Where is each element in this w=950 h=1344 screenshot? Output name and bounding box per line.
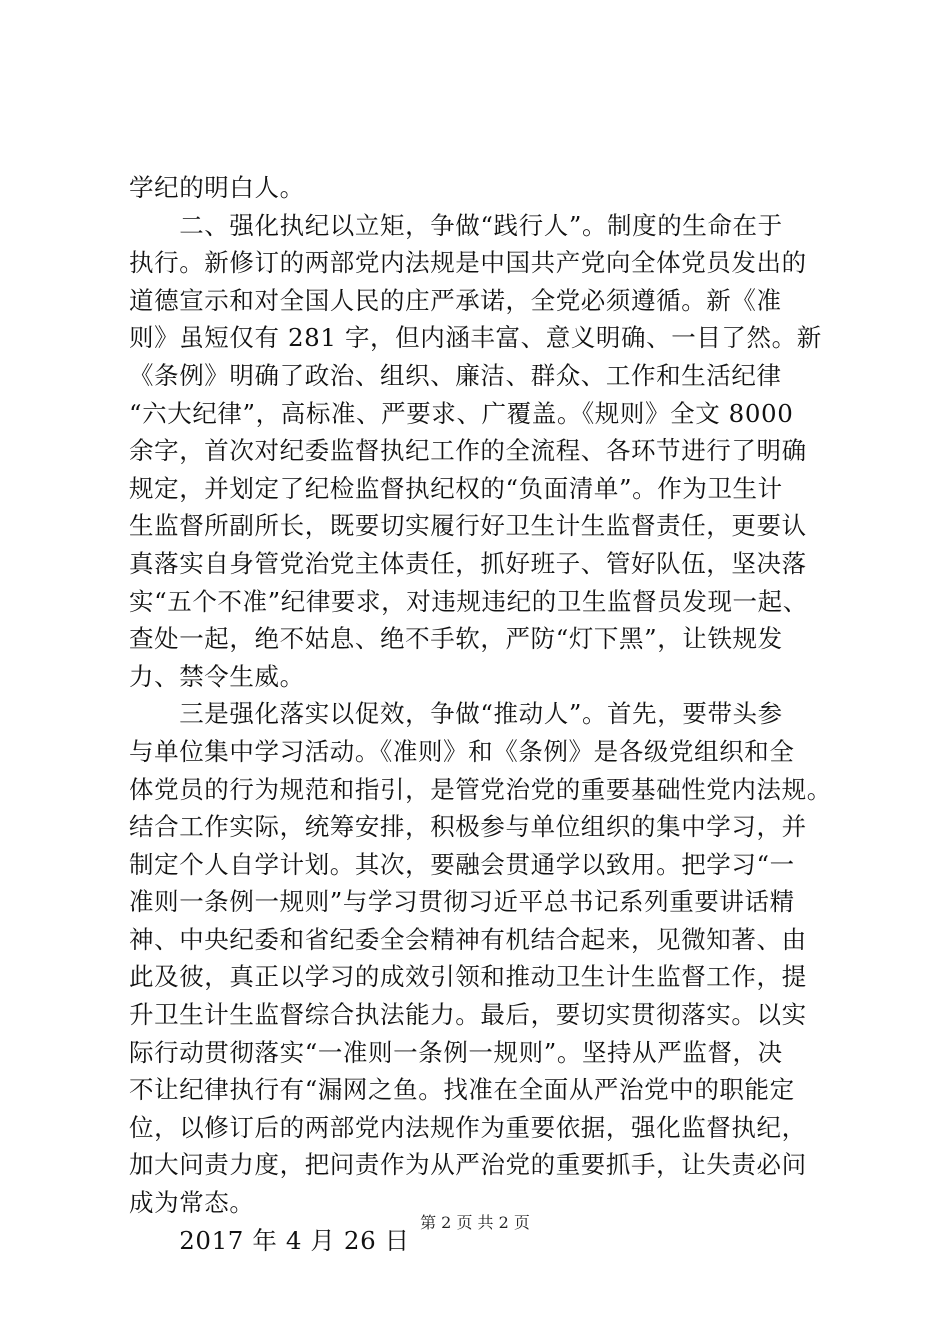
text-line-10: 生监督所副所长，既要切实履行好卫生计生监督责任，更要认	[129, 511, 807, 541]
text-line-23: 升卫生计生监督综合执法能力。最后，要切实贯彻落实。以实	[129, 1000, 807, 1030]
text-line-11: 真落实自身管党治党主体责任，抓好班子、管好队伍，坚决落	[129, 548, 807, 578]
text-line-12: 实“五个不准”纪律要求，对违规违纪的卫生监督员发现一起、	[129, 586, 808, 616]
text-line-28: 成为常态。	[129, 1188, 255, 1218]
date-line: 2017 年 4 月 26 日	[129, 1225, 410, 1255]
text-line-5: 则》虽短仅有 281 字，但内涵丰富、意义明确、一目了然。新	[129, 323, 822, 353]
text-line-2: 二、强化执纪以立矩，争做“践行人”。制度的生命在于	[129, 210, 783, 240]
text-line-4: 道德宣示和对全国人民的庄严承诺，全党必须遵循。新《准	[129, 285, 782, 315]
text-line-22: 此及彼，真正以学习的成效引领和推动卫生计生监督工作，提	[129, 962, 807, 992]
document-body	[129, 169, 854, 1259]
text-line-21: 神、中央纪委和省纪委全会精神有机结合起来，见微知著、由	[129, 924, 807, 954]
text-line-7: “六大纪律”，高标准、严要求、广覆盖。《规则》全文 8000	[129, 398, 794, 428]
text-line-15: 三是强化落实以促效，争做“推动人”。首先，要带头参	[129, 699, 783, 729]
text-line-24: 际行动贯彻落实“一准则一条例一规则”。坚持从严监督，决	[129, 1037, 783, 1067]
text-line-25: 不让纪律执行有“漏网之鱼。找准在全面从严治党中的职能定	[129, 1075, 795, 1105]
text-line-13: 查处一起，绝不姑息、绝不手软，严防“灯下黑”，让铁规发	[129, 624, 783, 654]
text-line-19: 制定个人自学计划。其次，要融会贯通学以致用。把学习“一	[129, 849, 795, 879]
text-line-26: 位，以修订后的两部党内法规作为重要依据，强化监督执纪，	[129, 1112, 807, 1142]
text-line-8: 余字，首次对纪委监督执纪工作的全流程、各环节进行了明确	[129, 436, 807, 466]
text-line-14: 力、禁令生威。	[129, 661, 305, 691]
text-line-6: 《条例》明确了政治、组织、廉洁、群众、工作和生活纪律	[129, 360, 782, 390]
text-line-3: 执行。新修订的两部党内法规是中国共产党向全体党员发出的	[129, 248, 807, 278]
text-line-20: 准则一条例一规则”与学习贯彻习近平总书记系列重要讲话精	[129, 887, 795, 917]
text-line-1: 学纪的明白人。	[129, 173, 305, 202]
text-line-27: 加大问责力度，把问责作为从严治党的重要抓手，让失责必问	[129, 1150, 807, 1180]
text-line-9: 规定，并划定了纪检监督执纪权的“负面清单”。作为卫生计	[129, 473, 783, 503]
text-line-17: 体党员的行为规范和指引，是管党治党的重要基础性党内法规。	[129, 774, 832, 804]
text-line-18: 结合工作实际，统筹安排，积极参与单位组织的集中学习，并	[129, 812, 807, 842]
text-line-16: 与单位集中学习活动。《准则》和《条例》是各级党组织和全	[129, 736, 795, 766]
page-footer: 第 2 页 共 2 页	[420, 1213, 530, 1232]
